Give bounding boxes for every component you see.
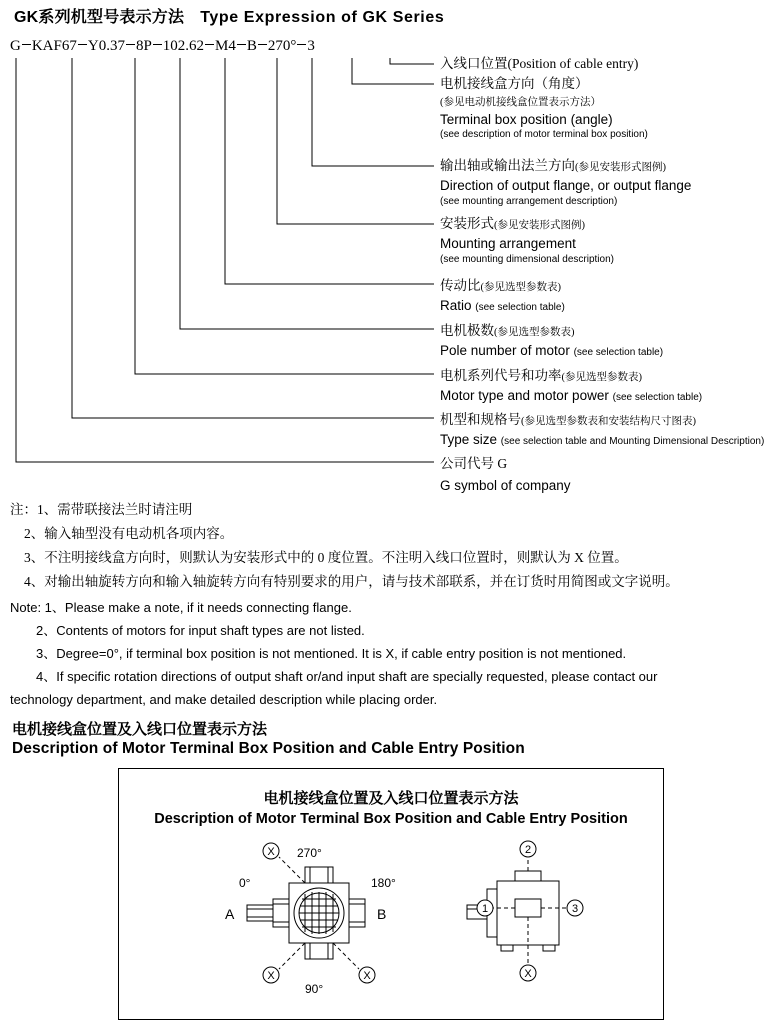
legend-en-sub: (see mounting dimensional description): [440, 254, 614, 265]
note-en-1: Note: 1、Please make a note, if it needs connecting flange.: [10, 600, 352, 615]
legend-en-sub: (see selection table): [612, 392, 703, 403]
legend-en-sub: (see selection table): [475, 302, 565, 313]
entry-mark-x-2: X: [267, 970, 275, 982]
entry-mark-x-1: X: [267, 846, 275, 858]
notes-block: [10, 498, 770, 711]
legend-en: Terminal box position (angle): [440, 112, 613, 127]
legend-cn-sub: (参见选型参数表): [494, 327, 575, 338]
figure-box: [118, 768, 664, 1020]
code-seg-7: 270°: [267, 38, 297, 54]
legend-item-pole-number: [440, 319, 663, 358]
position-mark-2: 2: [524, 844, 532, 856]
legend-cn-main: 安装形式: [440, 216, 494, 231]
legend-cn: [440, 154, 691, 174]
legend-cn-sub: (参见选型参数表): [561, 372, 642, 383]
code-dash: [22, 44, 31, 45]
legend-cn-sub: (参见安装形式图例): [575, 162, 666, 173]
legend-en: [440, 343, 663, 358]
legend-cn: [440, 408, 764, 428]
legend-cn: 入线口位置(Position of cable entry): [440, 56, 639, 71]
position-mark-1: 1: [481, 903, 489, 915]
legend-en-sub: (see selection table and Mounting Dimensional Description): [500, 436, 765, 447]
legend-cn: 公司代号 G: [440, 456, 508, 471]
section-heading-cn: 电机接线盒位置及入线口位置表示方法: [12, 721, 268, 738]
legend-en: [440, 388, 702, 403]
figure-title-cn: 电机接线盒位置及入线口位置表示方法: [263, 790, 519, 807]
legend-cn-sub: (参见选型参数表和安装结构尺寸图表): [521, 416, 696, 427]
legend-en: G symbol of company: [440, 478, 571, 493]
page-title-cn: GK系列机型号表示方法: [14, 9, 185, 26]
code-dash: [126, 44, 135, 45]
legend-en-sub: (see mounting arrangement description): [440, 196, 618, 207]
legend-cn: [440, 212, 614, 232]
code-dash: [153, 44, 162, 45]
figure-title-en: Description of Motor Terminal Box Position and Cable Entry Position: [154, 811, 628, 827]
code-seg-3: 8P: [135, 38, 152, 54]
legend-en-main: Motor type and motor power: [440, 388, 609, 403]
note-cn-2: 2、输入轴型没有电动机各项内容。: [24, 526, 234, 541]
type-code-line: [10, 38, 430, 62]
legend-en-main: Ratio: [440, 298, 472, 313]
page-title-en: Type Expression of GK Series: [200, 9, 445, 26]
legend-item-output-flange: [440, 154, 691, 207]
code-seg-4: 102.62: [162, 38, 205, 54]
legend-cn-main: 传动比: [440, 278, 481, 293]
code-dash: [237, 44, 246, 45]
legend-en-main: Pole number of motor: [440, 343, 570, 358]
code-dash: [78, 44, 87, 45]
legend-cn-main: 电机极数: [440, 323, 494, 338]
legend-en: Direction of output flange, or output flange: [440, 178, 692, 193]
legend-cn: [440, 274, 565, 294]
code-seg-5: M4: [215, 38, 236, 54]
position-mark-3: 3: [571, 903, 579, 915]
note-en-4: 4、If specific rotation directions of output shaft or/and input shaft are specially requested, please contact our: [36, 669, 658, 684]
legend-item-terminal-box: [440, 72, 648, 140]
side-label-b: B: [377, 906, 387, 922]
figure-diagrams: [119, 831, 665, 1017]
code-seg-0: G: [10, 38, 21, 54]
legend-cn-main: 电机系列代号和功率: [440, 368, 562, 383]
legend-item-type-size: [440, 408, 764, 447]
legend-item-motor-type: [440, 364, 702, 403]
angle-label-270: 270°: [297, 846, 322, 860]
angle-label-0: 0°: [239, 876, 251, 890]
legend-cn-main: 输出轴或输出法兰方向: [440, 158, 575, 173]
legend-en: Mounting arrangement: [440, 236, 576, 251]
note-en-3: 3、Degree=0°, if terminal box position is not mentioned. It is X, if cable entry position is not mentioned.: [36, 646, 627, 661]
legend-cn-main: 机型和规格号: [440, 412, 521, 427]
code-seg-2: Y0.37: [87, 38, 125, 54]
legend-en-sub: (see description of motor terminal box position): [440, 129, 648, 140]
note-en-4-cont: technology department, and make detailed description while placing order.: [10, 692, 438, 707]
page-title: [14, 4, 444, 27]
code-seg-1: KAF67: [31, 38, 77, 54]
note-en-2: 2、Contents of motors for input shaft types are not listed.: [36, 623, 365, 638]
angle-label-90: 90°: [305, 982, 324, 996]
legend-cn: [440, 364, 702, 384]
side-label-a: A: [225, 906, 235, 922]
legend-cn-sub: (参见选型参数表): [480, 282, 561, 293]
note-cn-4: 4、对输出轴旋转方向和输入轴旋转方向有特别要求的用户，请与技术部联系，并在订货时用简图或文字说明。: [24, 574, 679, 589]
legend-en-sub: (see selection table): [573, 347, 664, 358]
legend-item-cable-entry: [440, 52, 638, 72]
code-dash: [258, 44, 267, 45]
note-cn-3: 3、不注明接线盒方向时，则默认为安装形式中的 0 度位置。不注明入线口位置时，则默认为 X 位置。: [24, 550, 628, 565]
legend-cn: 电机接线盒方向（角度）: [440, 76, 589, 91]
legend-item-mounting: [440, 212, 614, 265]
legend-item-company-symbol: [440, 452, 571, 493]
angle-label-180: 180°: [371, 876, 396, 890]
legend-en-main: Type size: [440, 432, 498, 447]
entry-mark-x-3: X: [363, 970, 371, 982]
legend-en: [440, 298, 565, 313]
code-seg-8: 3: [307, 38, 315, 54]
legend-cn: [440, 319, 663, 339]
note-cn-1: 注：1、需带联接法兰时请注明: [10, 502, 193, 517]
legend-cn-sub: (参见安装形式图例): [494, 220, 585, 231]
code-dash: [297, 44, 306, 45]
entry-mark-x-4: X: [524, 968, 532, 980]
legend-item-ratio: [440, 274, 565, 313]
legend-cn-sub: (参见电动机接线盒位置表示方法）: [440, 97, 601, 108]
code-dash: [205, 44, 214, 45]
legend-en: [440, 432, 764, 447]
code-seg-6: B: [246, 38, 257, 54]
section-heading-en: Description of Motor Terminal Box Position and Cable Entry Position: [12, 740, 525, 757]
